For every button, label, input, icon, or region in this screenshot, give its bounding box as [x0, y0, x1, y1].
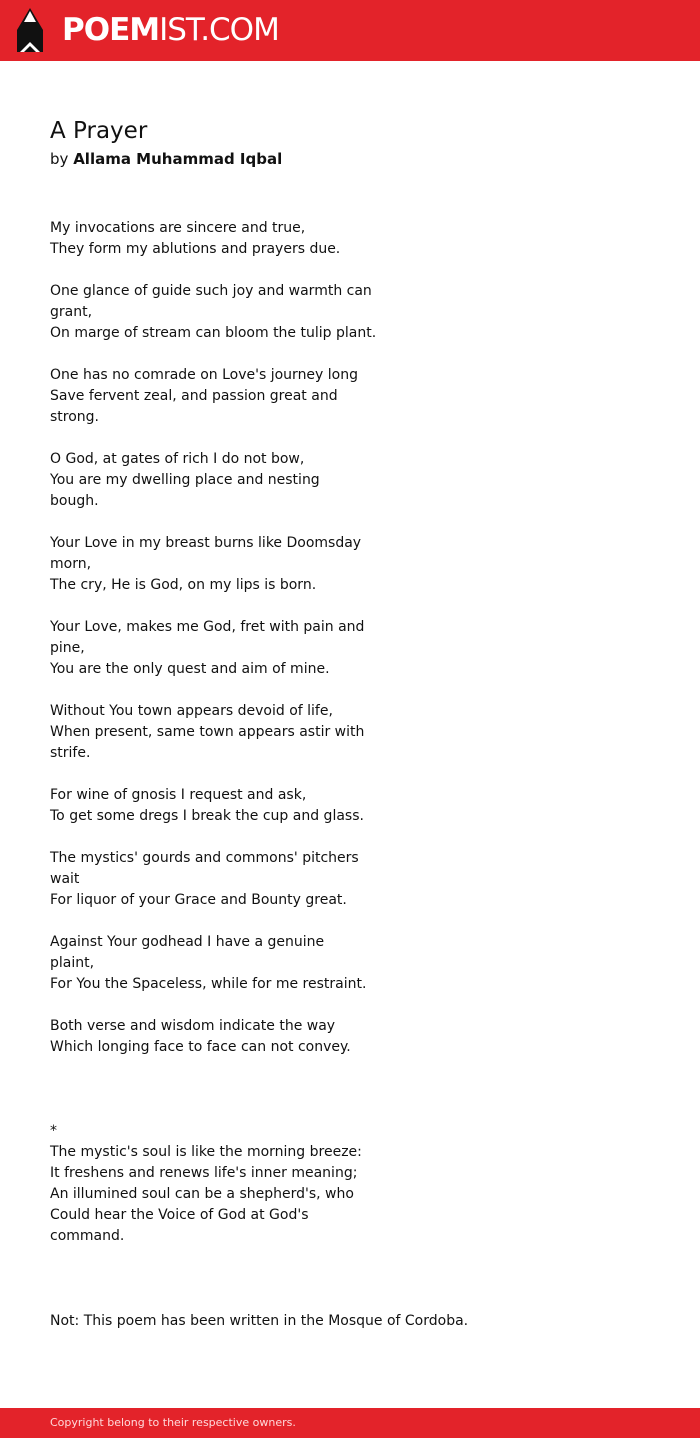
- stanza-break: [50, 827, 380, 848]
- poem-line: O God, at gates of rich I do not bow,: [50, 451, 305, 467]
- section-break: [50, 1058, 380, 1121]
- copyright-text: Copyright belong to their respective owners.: [50, 1416, 296, 1429]
- logo-bold-text: POEM: [62, 12, 160, 48]
- poem-line: When present, same town appears astir with: [50, 724, 365, 740]
- poem-line: strife.: [50, 745, 91, 761]
- poem-line: One has no comrade on Love's journey long: [50, 367, 358, 383]
- poem-note: Not: This poem has been written in the Mosque of Cordoba.: [50, 1313, 469, 1329]
- poem-line: On marge of stream can bloom the tulip plant.: [50, 325, 377, 341]
- poem-line: Your Love in my breast burns like Doomsday: [50, 535, 362, 551]
- site-header: [0, 0, 700, 61]
- poem-body: [50, 218, 380, 1247]
- stanza-break: [50, 512, 380, 533]
- stanza-break: [50, 260, 380, 281]
- poem-line: grant,: [50, 304, 93, 320]
- poem-line: One glance of guide such joy and warmth can: [50, 283, 372, 299]
- poem-line: To get some dregs I break the cup and glass.: [50, 808, 364, 824]
- poem-line: For liquor of your Grace and Bounty great.: [50, 892, 347, 908]
- byline: [50, 148, 282, 170]
- poem-line: Which longing face to face can not convey.: [50, 1039, 351, 1055]
- poem-title: A Prayer: [50, 118, 148, 144]
- stanza-break: [50, 344, 380, 365]
- site-footer: [0, 1408, 700, 1438]
- stanza-break: [50, 911, 380, 932]
- poem-line: pine,: [50, 640, 85, 656]
- poem-line: Save fervent zeal, and passion great and: [50, 388, 338, 404]
- logo-light-text: IST.COM: [159, 12, 279, 48]
- poem-line: wait: [50, 871, 80, 887]
- poem-line: My invocations are sincere and true,: [50, 220, 306, 236]
- poem-line: For wine of gnosis I request and ask,: [50, 787, 307, 803]
- pencil-logo-icon[interactable]: [17, 8, 43, 52]
- footnote-line: command.: [50, 1228, 125, 1244]
- stanza-break: [50, 596, 380, 617]
- poem-line: bough.: [50, 493, 99, 509]
- poem-line: Against Your godhead I have a genuine: [50, 934, 325, 950]
- poem-line: Both verse and wisdom indicate the way: [50, 1018, 336, 1034]
- by-label: by: [50, 150, 69, 168]
- poem-line: The cry, He is God, on my lips is born.: [50, 577, 317, 593]
- poem-line: They form my ablutions and prayers due.: [50, 241, 341, 257]
- poem-line: plaint,: [50, 955, 95, 971]
- poem-line: Your Love, makes me God, fret with pain and: [50, 619, 365, 635]
- poem-line: For You the Spaceless, while for me restraint.: [50, 976, 367, 992]
- poem-line: You are my dwelling place and nesting: [50, 472, 320, 488]
- poem-line: You are the only quest and aim of mine.: [50, 661, 330, 677]
- stanza-break: [50, 764, 380, 785]
- footnote-line: *: [50, 1123, 57, 1139]
- poem-line: morn,: [50, 556, 92, 572]
- author-name[interactable]: Allama Muhammad Iqbal: [73, 150, 283, 168]
- poem-line: strong.: [50, 409, 100, 425]
- poem-line: The mystics' gourds and commons' pitchers: [50, 850, 359, 866]
- footnote-line: Could hear the Voice of God at God's: [50, 1207, 309, 1223]
- stanza-break: [50, 995, 380, 1016]
- footnote-line: An illumined soul can be a shepherd's, who: [50, 1186, 354, 1202]
- site-logo[interactable]: [62, 10, 279, 50]
- footnote-line: It freshens and renews life's inner meaning;: [50, 1165, 358, 1181]
- footnote-line: The mystic's soul is like the morning breeze:: [50, 1144, 362, 1160]
- stanza-break: [50, 680, 380, 701]
- stanza-break: [50, 428, 380, 449]
- poem-line: Without You town appears devoid of life,: [50, 703, 333, 719]
